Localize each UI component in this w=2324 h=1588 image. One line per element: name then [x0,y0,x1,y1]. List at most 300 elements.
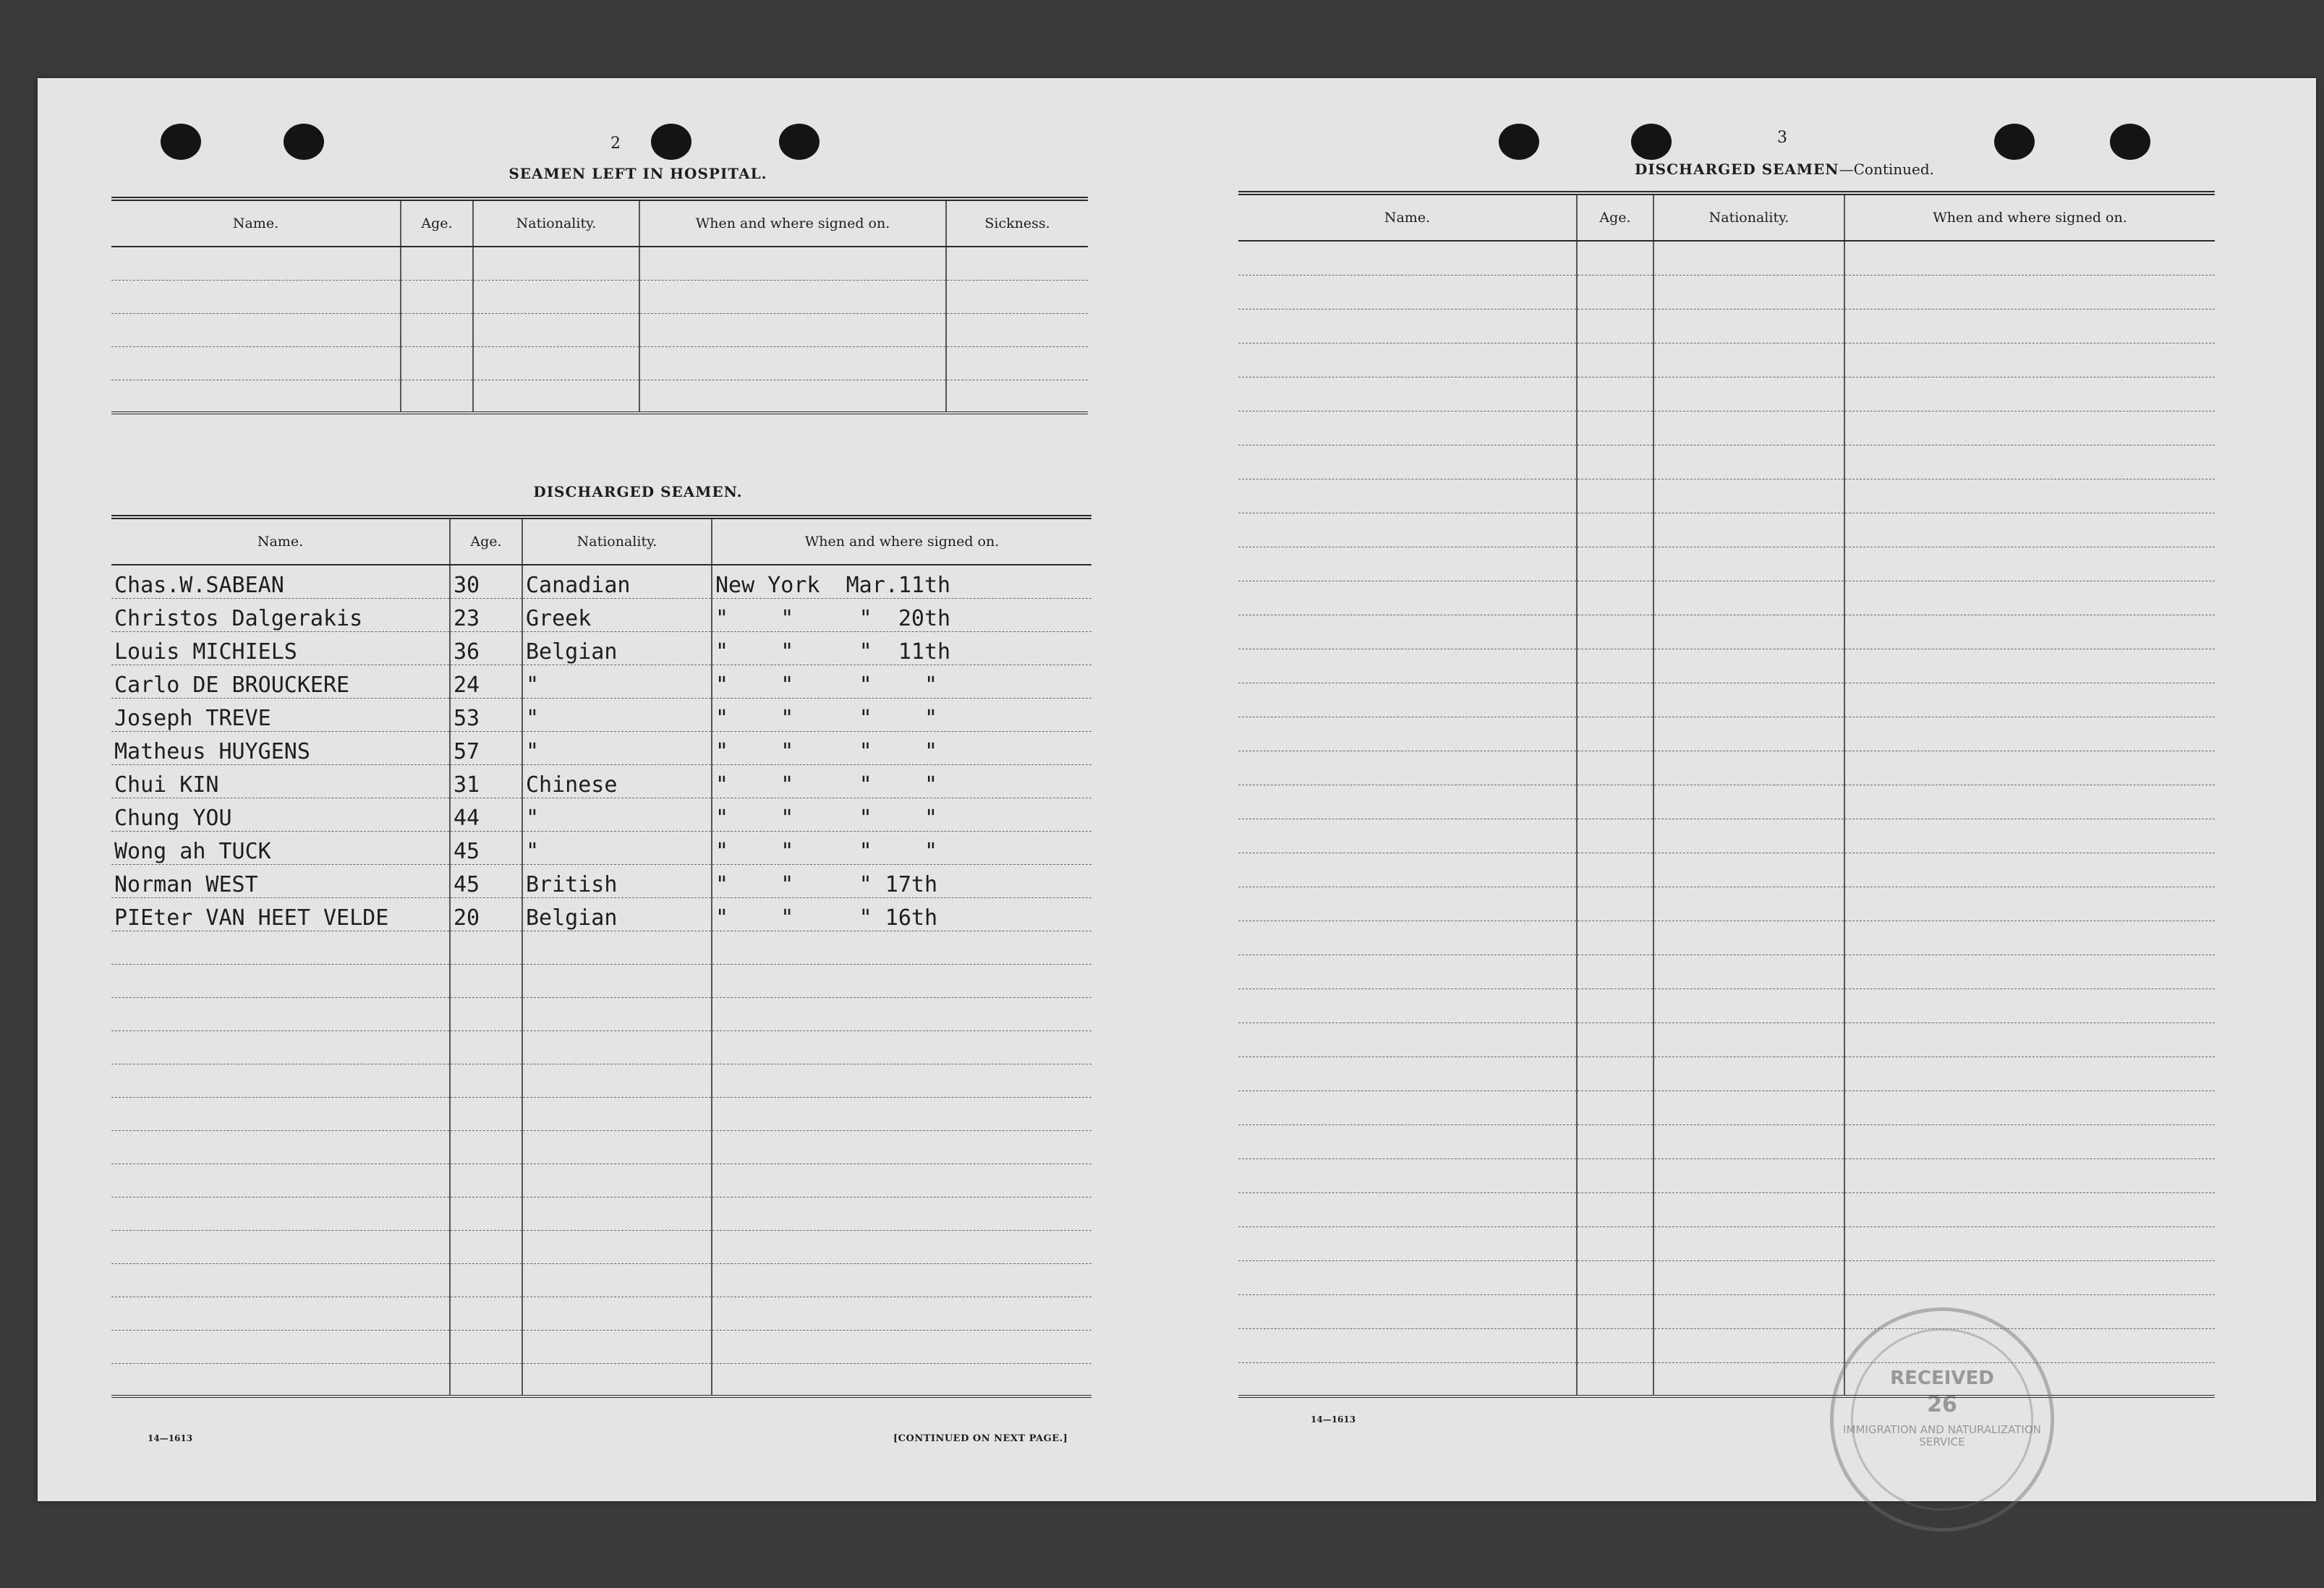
punch-hole [1631,124,1672,160]
table-cell [1844,615,2215,649]
table-cell [1238,1056,1577,1090]
table-row [111,313,1088,346]
table-cell [1653,1226,1844,1260]
table-cell [522,997,712,1030]
table-cell [111,346,401,380]
table-cell [1844,717,2215,751]
table-row [111,1030,1091,1064]
table-cell [1577,581,1653,615]
table-row [1238,1124,2215,1158]
table-cell [450,1197,522,1230]
table-cell [1577,275,1653,309]
table-cell [946,346,1088,380]
table-cell [1577,547,1653,581]
table-cell [1844,683,2215,717]
table-row [1238,1226,2215,1260]
cell-signed-on: " " " 11th [712,631,1091,665]
column-header: Nationality. [522,517,712,565]
table-cell [1844,1192,2215,1226]
table-row [111,1130,1091,1164]
cell-age: 30 [450,565,522,598]
table-cell [111,1330,450,1363]
table-cell [1238,411,1577,445]
table-row [1238,547,2215,581]
cell-age: 57 [450,731,522,764]
table-row [1238,717,2215,751]
punch-hole [1499,124,1539,160]
discharged-continued-table-body [1238,241,2215,1396]
stamp-text-received: RECEIVED [1890,1367,1994,1389]
column-header: Nationality. [1653,193,1844,241]
table-cell [1238,717,1577,751]
table-row [111,1330,1091,1363]
table-cell [1238,513,1577,547]
cell-name: Wong ah TUCK [111,831,450,864]
table-cell [111,313,401,346]
table-cell [1653,309,1844,343]
table-cell [1653,819,1844,853]
cell-nationality: " [522,798,712,831]
table-row [111,346,1088,380]
table-cell [1577,819,1653,853]
cell-signed-on: " " " 17th [712,864,1091,897]
document-sheet [38,78,2316,1501]
table-cell [1577,241,1653,275]
table-cell [111,380,401,413]
table-cell [1238,581,1577,615]
table-row [111,1064,1091,1097]
stamp-text-date: 26 [1927,1392,1957,1417]
cell-name: Chas.W.SABEAN [111,565,450,598]
table-cell [111,280,401,313]
table-row [111,1230,1091,1263]
table-cell [522,1030,712,1064]
cell-name: Louis MICHIELS [111,631,450,665]
table-row [111,997,1091,1030]
cell-name: PIEter VAN HEET VELDE [111,897,450,931]
table-cell [401,313,473,346]
table-row [111,1197,1091,1230]
table-cell [1238,683,1577,717]
table-cell [639,346,946,380]
column-header: When and where signed on. [712,517,1091,565]
table-cell [1844,921,2215,955]
table-cell [1653,275,1844,309]
stamp-ring [1851,1328,2033,1511]
table-row [111,1097,1091,1130]
table-cell [1238,1328,1577,1362]
table-cell [1844,479,2215,513]
cell-nationality: " [522,665,712,698]
table-cell [639,380,946,413]
table-cell [111,1064,450,1097]
table-cell [1653,751,1844,785]
cell-signed-on: " " " " [712,831,1091,864]
punch-hole [1994,124,2035,160]
table-cell [1653,887,1844,921]
cell-signed-on: " " " " [712,665,1091,698]
section-title-hospital: SEAMEN LEFT IN HOSPITAL. [508,165,767,182]
table-cell [111,1297,450,1330]
table-cell [522,1197,712,1230]
table-cell [1844,785,2215,819]
table-cell [1238,275,1577,309]
table-cell [1653,853,1844,887]
table-row [1238,955,2215,989]
section-title-discharged: DISCHARGED SEAMEN. [533,483,743,500]
cell-nationality: Chinese [522,764,712,798]
table-cell [1844,1056,2215,1090]
table-cell [1653,615,1844,649]
table-row [111,665,1091,698]
cell-name: Joseph TREVE [111,698,450,731]
table-cell [1577,1328,1653,1362]
table-cell [712,964,1091,997]
table-cell [1653,989,1844,1023]
table-cell [1844,343,2215,377]
cell-age: 53 [450,698,522,731]
table-cell [639,280,946,313]
table-cell [1238,615,1577,649]
table-cell [1238,785,1577,819]
cell-age: 44 [450,798,522,831]
table-cell [522,931,712,964]
table-cell [1238,445,1577,479]
table-cell [712,1230,1091,1263]
table-cell [1577,343,1653,377]
column-header: Name. [111,517,450,565]
cell-age: 45 [450,864,522,897]
table-row [1238,1294,2215,1328]
table-cell [1577,853,1653,887]
table-cell [450,1030,522,1064]
table-cell [1238,479,1577,513]
right-page [1177,78,2316,1501]
table-cell [712,997,1091,1030]
hospital-table [111,197,1088,414]
table-cell [712,1030,1091,1064]
table-cell [450,1330,522,1363]
table-cell [401,380,473,413]
column-header: When and where signed on. [639,199,946,247]
table-cell [1653,921,1844,955]
table-cell [1238,547,1577,581]
received-stamp [1830,1307,2054,1532]
table-cell [450,931,522,964]
table-cell [1653,649,1844,683]
table-cell [1238,989,1577,1023]
table-row [1238,1192,2215,1226]
table-row [1238,785,2215,819]
table-row [1238,887,2215,921]
table-row [111,247,1088,280]
table-cell [450,1230,522,1263]
table-cell [450,1097,522,1130]
table-cell [1653,1124,1844,1158]
cell-nationality: Greek [522,598,712,631]
table-row [1238,649,2215,683]
table-row [1238,1056,2215,1090]
table-cell [1653,955,1844,989]
cell-nationality: " [522,698,712,731]
column-header: Sickness. [946,199,1088,247]
table-cell [1653,377,1844,411]
hospital-table-body [111,247,1088,413]
table-cell [473,313,639,346]
table-row [111,631,1091,665]
table-row [1238,479,2215,513]
table-cell [111,1097,450,1130]
table-cell [1653,683,1844,717]
table-cell [1844,445,2215,479]
cell-nationality: Belgian [522,631,712,665]
table-cell [473,380,639,413]
table-cell [1577,1056,1653,1090]
cell-name: Christos Dalgerakis [111,598,450,631]
table-cell [1577,1192,1653,1226]
table-row [111,931,1091,964]
table-row [111,864,1091,897]
cell-age: 24 [450,665,522,698]
cell-signed-on: " " " " [712,764,1091,798]
table-row [111,280,1088,313]
table-cell [1577,479,1653,513]
cell-name: Matheus HUYGENS [111,731,450,764]
table-cell [1577,921,1653,955]
cell-age: 36 [450,631,522,665]
table-cell [111,931,450,964]
table-cell [1653,1056,1844,1090]
cell-name: Chui KIN [111,764,450,798]
cell-nationality: Canadian [522,565,712,598]
table-cell [1653,343,1844,377]
table-cell [1653,581,1844,615]
table-row [1238,1158,2215,1192]
table-row [1238,921,2215,955]
table-row [111,565,1091,598]
table-cell [1844,989,2215,1023]
table-cell [946,313,1088,346]
table-cell [1653,785,1844,819]
table-cell [450,1164,522,1197]
table-cell [111,964,450,997]
table-row [111,698,1091,731]
table-header-row [1238,193,2215,241]
table-cell [1844,1090,2215,1124]
table-cell [1238,955,1577,989]
table-cell [1844,411,2215,445]
table-cell [1238,1192,1577,1226]
table-cell [1577,1260,1653,1294]
table-row [111,764,1091,798]
table-row [1238,615,2215,649]
table-cell [1844,649,2215,683]
table-row [111,731,1091,764]
table-row [1238,1328,2215,1362]
table-cell [1844,1124,2215,1158]
table-row [1238,275,2215,309]
table-cell [401,247,473,280]
table-cell [1577,445,1653,479]
table-cell [1844,887,2215,921]
table-row [111,831,1091,864]
table-cell [1577,1090,1653,1124]
table-cell [712,1330,1091,1363]
table-cell [450,964,522,997]
cell-age: 45 [450,831,522,864]
table-row [1238,581,2215,615]
table-cell [1844,275,2215,309]
page-number: 2 [610,135,621,153]
form-number: 14—1613 [148,1433,193,1443]
table-cell [712,931,1091,964]
table-cell [712,1164,1091,1197]
table-cell [712,1197,1091,1230]
table-cell [1577,649,1653,683]
column-header: Name. [1238,193,1577,241]
table-cell [1653,513,1844,547]
table-cell [1238,819,1577,853]
table-cell [1238,309,1577,343]
table-cell [1653,717,1844,751]
table-cell [111,997,450,1030]
table-cell [1238,887,1577,921]
table-cell [473,247,639,280]
table-cell [522,1230,712,1263]
table-cell [111,1197,450,1230]
table-cell [1577,411,1653,445]
left-page [38,78,1177,1501]
punch-hole [779,124,820,160]
table-cell [1577,1124,1653,1158]
table-cell [1577,309,1653,343]
column-header: Name. [111,199,401,247]
discharged-continued-table [1238,191,2215,1398]
table-row [1238,1023,2215,1056]
table-row [1238,445,2215,479]
table-cell [522,1164,712,1197]
table-row [1238,683,2215,717]
table-cell [401,280,473,313]
table-cell [1577,1294,1653,1328]
table-cell [1238,1124,1577,1158]
title-main: DISCHARGED SEAMEN [1634,161,1839,178]
table-cell [946,280,1088,313]
table-cell [450,1130,522,1164]
table-cell [1844,377,2215,411]
table-cell [1238,1260,1577,1294]
table-cell [111,247,401,280]
table-cell [1577,1023,1653,1056]
column-header: When and where signed on. [1844,193,2215,241]
table-cell [1238,1226,1577,1260]
table-header-row [111,517,1091,565]
cell-age: 20 [450,897,522,931]
cell-signed-on: " " " 20th [712,598,1091,631]
table-cell [111,1263,450,1297]
table-cell [1577,1226,1653,1260]
stamp-text-service: IMMIGRATION AND NATURALIZATION SERVICE [1843,1423,2041,1448]
table-cell [1238,1362,1577,1396]
table-cell [522,1064,712,1097]
table-cell [522,1363,712,1396]
cell-nationality: " [522,731,712,764]
table-cell [712,1097,1091,1130]
table-cell [522,964,712,997]
table-cell [450,1297,522,1330]
section-title-discharged-continued [1575,161,1994,178]
table-cell [712,1064,1091,1097]
table-cell [1238,1090,1577,1124]
table-cell [1844,1260,2215,1294]
continued-note: [CONTINUED ON NEXT PAGE.] [893,1433,1068,1444]
table-row [1238,751,2215,785]
table-cell [1577,1362,1653,1396]
table-row [1238,309,2215,343]
cell-signed-on: " " " " [712,798,1091,831]
table-cell [1238,343,1577,377]
table-row [1238,513,2215,547]
table-row [1238,343,2215,377]
cell-nationality: " [522,831,712,864]
table-row [111,1297,1091,1330]
column-header: Age. [450,517,522,565]
table-cell [450,1363,522,1396]
table-cell [1238,1158,1577,1192]
table-row [111,1164,1091,1197]
table-cell [1577,751,1653,785]
table-cell [522,1263,712,1297]
table-cell [1844,853,2215,887]
table-cell [401,346,473,380]
table-cell [1577,1158,1653,1192]
punch-hole [651,124,691,160]
cell-age: 31 [450,764,522,798]
column-header: Nationality. [473,199,639,247]
column-header: Age. [401,199,473,247]
table-cell [111,1130,450,1164]
table-cell [1577,615,1653,649]
table-cell [1238,1294,1577,1328]
table-cell [1844,819,2215,853]
table-header-row [111,199,1088,247]
table-cell [1577,955,1653,989]
table-row [1238,1260,2215,1294]
table-cell [1238,377,1577,411]
cell-name: Norman WEST [111,864,450,897]
table-cell [111,1363,450,1396]
table-cell [522,1130,712,1164]
cell-nationality: Belgian [522,897,712,931]
cell-signed-on: New York Mar.11th [712,565,1091,598]
table-cell [522,1330,712,1363]
cell-signed-on: " " " 16th [712,897,1091,931]
table-row [111,798,1091,831]
table-cell [946,247,1088,280]
table-cell [1844,1023,2215,1056]
table-cell [111,1230,450,1263]
table-row [111,380,1088,413]
table-cell [1653,1090,1844,1124]
table-cell [1653,445,1844,479]
table-cell [1238,1023,1577,1056]
table-cell [1577,717,1653,751]
table-cell [1844,1226,2215,1260]
table-row [1238,819,2215,853]
table-cell [1238,751,1577,785]
table-cell [639,247,946,280]
table-cell [111,1164,450,1197]
